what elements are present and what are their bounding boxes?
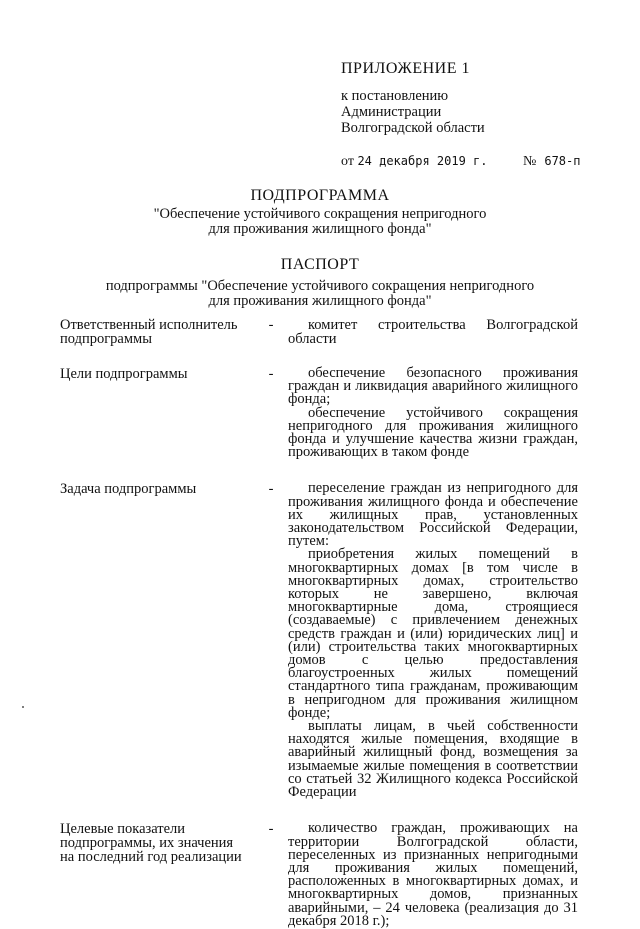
row-dash: - bbox=[268, 821, 274, 838]
row-paragraph: обеспечение безопасного проживания граждан и ликвидация аварийного жилищного фонда; bbox=[288, 365, 578, 408]
subprogram-name-line-1: "Обеспечение устойчивого сокращения непригодного bbox=[153, 206, 487, 222]
passport-table bbox=[60, 318, 580, 928]
subprogram-heading: ПОДПРОГРАММА bbox=[250, 187, 390, 204]
decree-date-number bbox=[341, 152, 580, 171]
date-prefix: от bbox=[341, 154, 354, 169]
row-label: Цели подпрограммы bbox=[60, 366, 188, 382]
passport-row-task bbox=[60, 482, 580, 799]
decree-date: 24 декабря 2019 г. bbox=[357, 154, 488, 168]
passport-subtitle bbox=[0, 279, 640, 309]
row-paragraph: количество граждан, проживающих на территории Волгоградской области, переселенных из признанных непригодными для проживания жилых помещений, расположенных в многоквартирных домах, и многоквартирных домов, признанных аварийными, – 24 человека (реализация до 31 декабря 2018 г.); bbox=[288, 820, 578, 929]
passport-row-indicators bbox=[60, 822, 580, 928]
appendix-title: ПРИЛОЖЕНИЕ 1 bbox=[341, 60, 471, 77]
appendix-block bbox=[341, 60, 580, 171]
passport-row-goals bbox=[60, 367, 580, 459]
row-content bbox=[288, 822, 578, 928]
row-content bbox=[288, 318, 578, 346]
row-label: Ответственный исполнитель подпрограммы bbox=[60, 317, 238, 347]
row-content bbox=[288, 482, 578, 799]
row-paragraph: комитет строительства Волгоградской области bbox=[288, 317, 578, 347]
row-content bbox=[288, 367, 578, 459]
number-prefix: № bbox=[522, 154, 537, 169]
row-dash: - bbox=[268, 366, 274, 382]
passport-subtitle-line-1: подпрограммы "Обеспечение устойчивого сокращения непригодного bbox=[105, 278, 535, 294]
scan-speck bbox=[22, 706, 24, 708]
row-dash: - bbox=[268, 481, 274, 498]
passport-subtitle-line-2: для проживания жилищного фонда" bbox=[208, 293, 432, 309]
row-label: Целевые показатели подпрограммы, их значения на последний год реализации bbox=[60, 821, 242, 866]
passport-heading: ПАСПОРТ bbox=[280, 256, 360, 273]
appendix-reference bbox=[341, 88, 580, 136]
row-label: Задача подпрограммы bbox=[60, 481, 197, 498]
appendix-line-1: к постановлению bbox=[341, 88, 449, 104]
number-value: 678-п bbox=[544, 154, 581, 168]
decree-number bbox=[523, 154, 580, 169]
row-paragraph: выплаты лицам, в чьей собственности находятся жилые помещения, входящие в аварийный жилищный фонд, возмещения за изымаемые жилые помещения в соответствии со статьей 32 Жилищного кодекса Российской Федерации bbox=[288, 718, 578, 801]
row-paragraph: приобретения жилых помещений в многоквартирных домах [в том числе в многоквартирных домах, строительство которых не завершено, включая многоквартирные дома, строящиеся (создаваемые) с привлечением денежных средств граждан и (или) юридических лиц] и (или) строительства таких многоквартирных домов с целью предоставления благоустроенных жилых помещений стандартного типа гражданам, проживающим в непригодном для проживания жилищном фонде; bbox=[288, 546, 578, 721]
row-paragraph: обеспечение устойчивого сокращения непригодного для проживания жилищного фонда и улучшение качества жизни граждан, проживающих в таком фонде bbox=[288, 404, 578, 461]
appendix-line-3: Волгоградской области bbox=[341, 120, 485, 136]
passport-row-executor bbox=[60, 318, 580, 346]
row-paragraph: переселение граждан из непригодного для проживания жилищного фонда и обеспечение их жилищных прав, установленных законодательством Российской Федерации, путем: bbox=[288, 480, 578, 550]
subprogram-name-line-2: для проживания жилищного фонда" bbox=[208, 221, 432, 237]
subprogram-name bbox=[0, 207, 640, 237]
appendix-line-2: Администрации bbox=[341, 104, 442, 120]
row-dash: - bbox=[268, 317, 274, 333]
